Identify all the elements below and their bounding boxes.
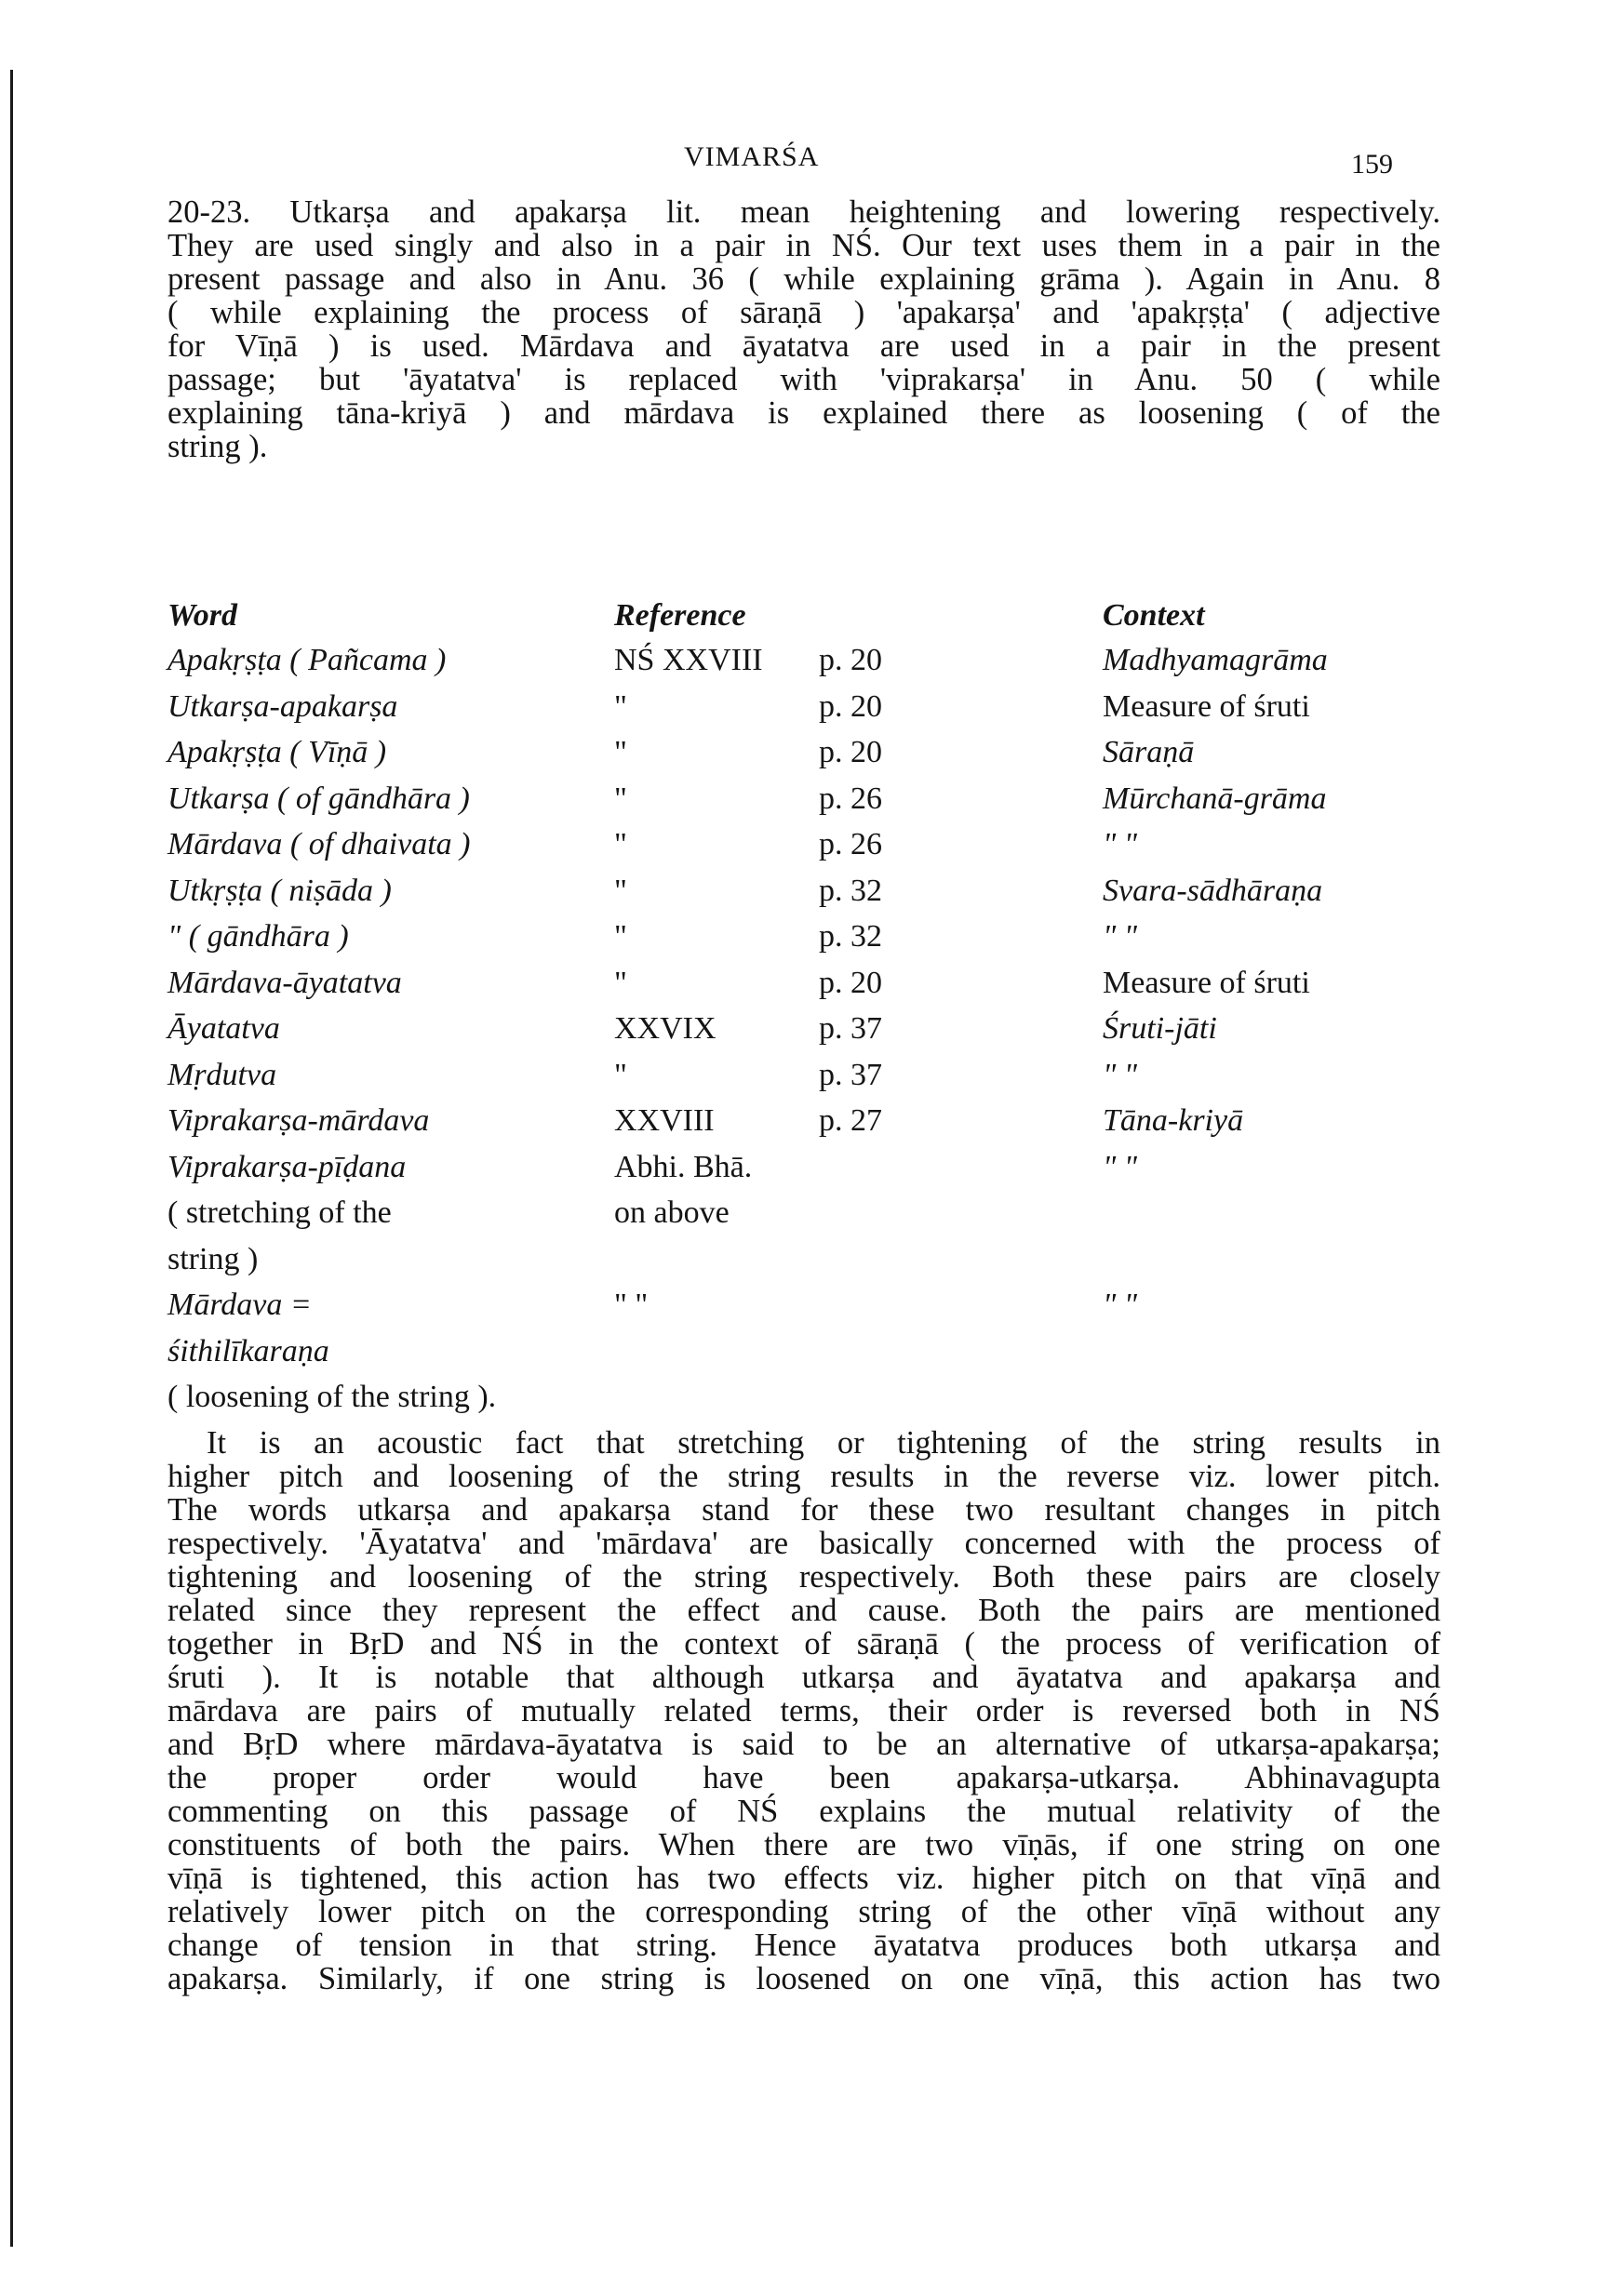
word-cell: string )	[167, 1242, 259, 1276]
context-cell: Mūrchanā-grāma	[1103, 781, 1327, 816]
table-row	[167, 1011, 1433, 1047]
word-cell: Mṛdutva	[167, 1058, 277, 1092]
body-line: tightening and loosening of the string respectively. Both these pairs are closely	[167, 1559, 1440, 1595]
note-line: string ).	[167, 429, 268, 464]
body-line: the proper order would have been apakarṣa-utkarṣa. Abhinavagupta	[167, 1760, 1440, 1795]
word-cell: Mārdava-āyatatva	[167, 966, 402, 1000]
reference-cell: "	[614, 919, 627, 954]
table-row	[167, 1195, 1433, 1231]
body-line: higher pitch and loosening of the string results in the reverse viz. lower pitch.	[167, 1459, 1440, 1494]
body-paragraph	[167, 1426, 1440, 1996]
reference-cell: XXVIII	[614, 1103, 715, 1138]
page-cell: p. 37	[819, 1011, 882, 1046]
body-line: relatively lower pitch on the corresponding string of the other vīṇā without any	[167, 1894, 1440, 1929]
context-cell: Measure of śruti	[1103, 966, 1310, 1000]
word-cell: Utkṛṣṭa ( niṣāda )	[167, 874, 392, 908]
header-context: Context	[1103, 598, 1205, 633]
reference-cell: "	[614, 827, 627, 861]
body-line: apakarṣa. Similarly, if one string is loosened on one vīṇā, this action has two	[167, 1961, 1440, 1996]
context-cell: " "	[1103, 919, 1138, 954]
table-row	[167, 689, 1433, 725]
reference-cell: "	[614, 735, 627, 769]
table-row	[167, 735, 1433, 770]
page-cell: p. 20	[819, 735, 882, 769]
word-cell: Utkarṣa ( of gāndhāra )	[167, 781, 470, 816]
table-row	[167, 1058, 1433, 1093]
word-cell: Apakṛṣṭa ( Pañcama )	[167, 643, 447, 677]
word-cell: Āyatatva	[167, 1011, 280, 1046]
note-line: passage; but 'āyatatva' is replaced with 'viprakarṣa' in Anu. 50 ( while	[167, 362, 1440, 397]
page-cell: p. 20	[819, 966, 882, 1000]
running-head-title: VIMARŚA	[684, 141, 820, 172]
table-row	[167, 1150, 1433, 1185]
word-cell: Mārdava ( of dhaivata )	[167, 827, 471, 861]
reference-table	[167, 598, 1433, 1414]
reference-cell: "	[614, 689, 627, 724]
context-cell: Śruti-jāti	[1103, 1011, 1217, 1046]
body-line: related since they represent the effect and cause. Both the pairs are mentioned	[167, 1593, 1440, 1628]
running-head	[0, 141, 1607, 179]
reference-cell: "	[614, 874, 627, 908]
body-line: It is an acoustic fact that stretching or tightening of the string results in	[207, 1425, 1440, 1461]
page-cell: p. 20	[819, 689, 882, 724]
body-line: constituents of both the pairs. When there are two vīṇās, if one string on one	[167, 1827, 1440, 1862]
word-cell: śithilīkaraṇa	[167, 1334, 329, 1368]
word-cell: ( stretching of the	[167, 1195, 392, 1230]
context-cell: Svara-sādhāraṇa	[1103, 874, 1323, 908]
table-row	[167, 643, 1433, 678]
page-cell: p. 26	[819, 781, 882, 816]
reference-cell: "	[614, 966, 627, 1000]
reference-cell: "	[614, 781, 627, 816]
context-cell: " "	[1103, 1288, 1138, 1322]
table-row	[167, 781, 1433, 817]
note-line: 20-23. Utkarṣa and apakarṣa lit. mean heightening and lowering respectively.	[167, 194, 1440, 230]
table-row	[167, 874, 1433, 909]
body-line: together in BṛD and NŚ in the context of sāraṇā ( the process of verification of	[167, 1626, 1440, 1662]
word-cell: Utkarṣa-apakarṣa	[167, 689, 398, 724]
body-line: change of tension in that string. Hence āyatatva produces both utkarṣa and	[167, 1928, 1440, 1963]
word-cell: Mārdava =	[167, 1288, 312, 1322]
page-cell: p. 32	[819, 919, 882, 954]
word-cell: " ( gāndhāra )	[167, 919, 349, 954]
body-line: The words utkarṣa and apakarṣa stand for these two resultant changes in pitch	[167, 1492, 1440, 1528]
note-line: They are used singly and also in a pair in NŚ. Our text uses them in a pair in the	[167, 228, 1440, 263]
note-line: ( while explaining the process of sāraṇā ) 'apakarṣa' and 'apakṛṣṭa' ( adjective	[167, 295, 1440, 330]
reference-cell: " "	[614, 1288, 649, 1322]
reference-cell: Abhi. Bhā.	[614, 1150, 753, 1184]
note-line: for Vīṇā ) is used. Mārdava and āyatatva are used in a pair in the present	[167, 328, 1440, 364]
table-row	[167, 1288, 1433, 1323]
note-line: explaining tāna-kriyā ) and mārdava is explained there as loosening ( of the	[167, 395, 1440, 431]
context-cell: Madhyamagrāma	[1103, 643, 1328, 677]
context-cell: " "	[1103, 1150, 1138, 1184]
page-cell: p. 37	[819, 1058, 882, 1092]
table-row	[167, 1334, 1433, 1369]
table-row	[167, 1380, 1433, 1415]
word-cell: Viprakarṣa-pīḍana	[167, 1150, 407, 1184]
word-cell: ( loosening of the string ).	[167, 1380, 497, 1414]
note-paragraph	[167, 195, 1440, 463]
word-cell: Viprakarṣa-mārdava	[167, 1103, 430, 1138]
table-row	[167, 1242, 1433, 1277]
reference-cell: XXVIX	[614, 1011, 716, 1046]
page-cell: p. 26	[819, 827, 882, 861]
context-cell: " "	[1103, 827, 1138, 861]
body-line: respectively. 'Āyatatva' and 'mārdava' are basically concerned with the process of	[167, 1526, 1440, 1561]
context-cell: " "	[1103, 1058, 1138, 1092]
reference-cell: "	[614, 1058, 627, 1092]
header-word: Word	[167, 598, 237, 633]
context-cell: Measure of śruti	[1103, 689, 1310, 724]
page-cell: p. 20	[819, 643, 882, 677]
table-row	[167, 827, 1433, 862]
reference-cell: on above	[614, 1195, 730, 1230]
table-row	[167, 966, 1433, 1001]
body-line: vīṇā is tightened, this action has two effects viz. higher pitch on that vīṇā and	[167, 1861, 1440, 1896]
body-line: commenting on this passage of NŚ explains the mutual relativity of the	[167, 1794, 1440, 1829]
body-line: śruti ). It is notable that although utkarṣa and āyatatva and apakarṣa and	[167, 1660, 1440, 1695]
context-cell: Sāraṇā	[1103, 735, 1195, 769]
scan-margin-rule	[10, 70, 13, 2247]
page-cell: p. 27	[819, 1103, 882, 1138]
page-cell: p. 32	[819, 874, 882, 908]
table-row	[167, 1103, 1433, 1139]
page-number: 159	[1351, 149, 1393, 180]
header-reference: Reference	[614, 598, 746, 633]
body-line: and BṛD where mārdava-āyatatva is said to be an alternative of utkarṣa-apakarṣa;	[167, 1727, 1440, 1762]
word-cell: Apakṛṣṭa ( Vīṇā )	[167, 735, 387, 769]
table-row	[167, 919, 1433, 954]
context-cell: Tāna-kriyā	[1103, 1103, 1244, 1138]
reference-cell: NŚ XXVIII	[614, 643, 763, 677]
note-line: present passage and also in Anu. 36 ( while explaining grāma ). Again in Anu. 8	[167, 261, 1440, 297]
table-header-row	[167, 598, 1433, 634]
body-line: mārdava are pairs of mutually related terms, their order is reversed both in NŚ	[167, 1693, 1440, 1729]
